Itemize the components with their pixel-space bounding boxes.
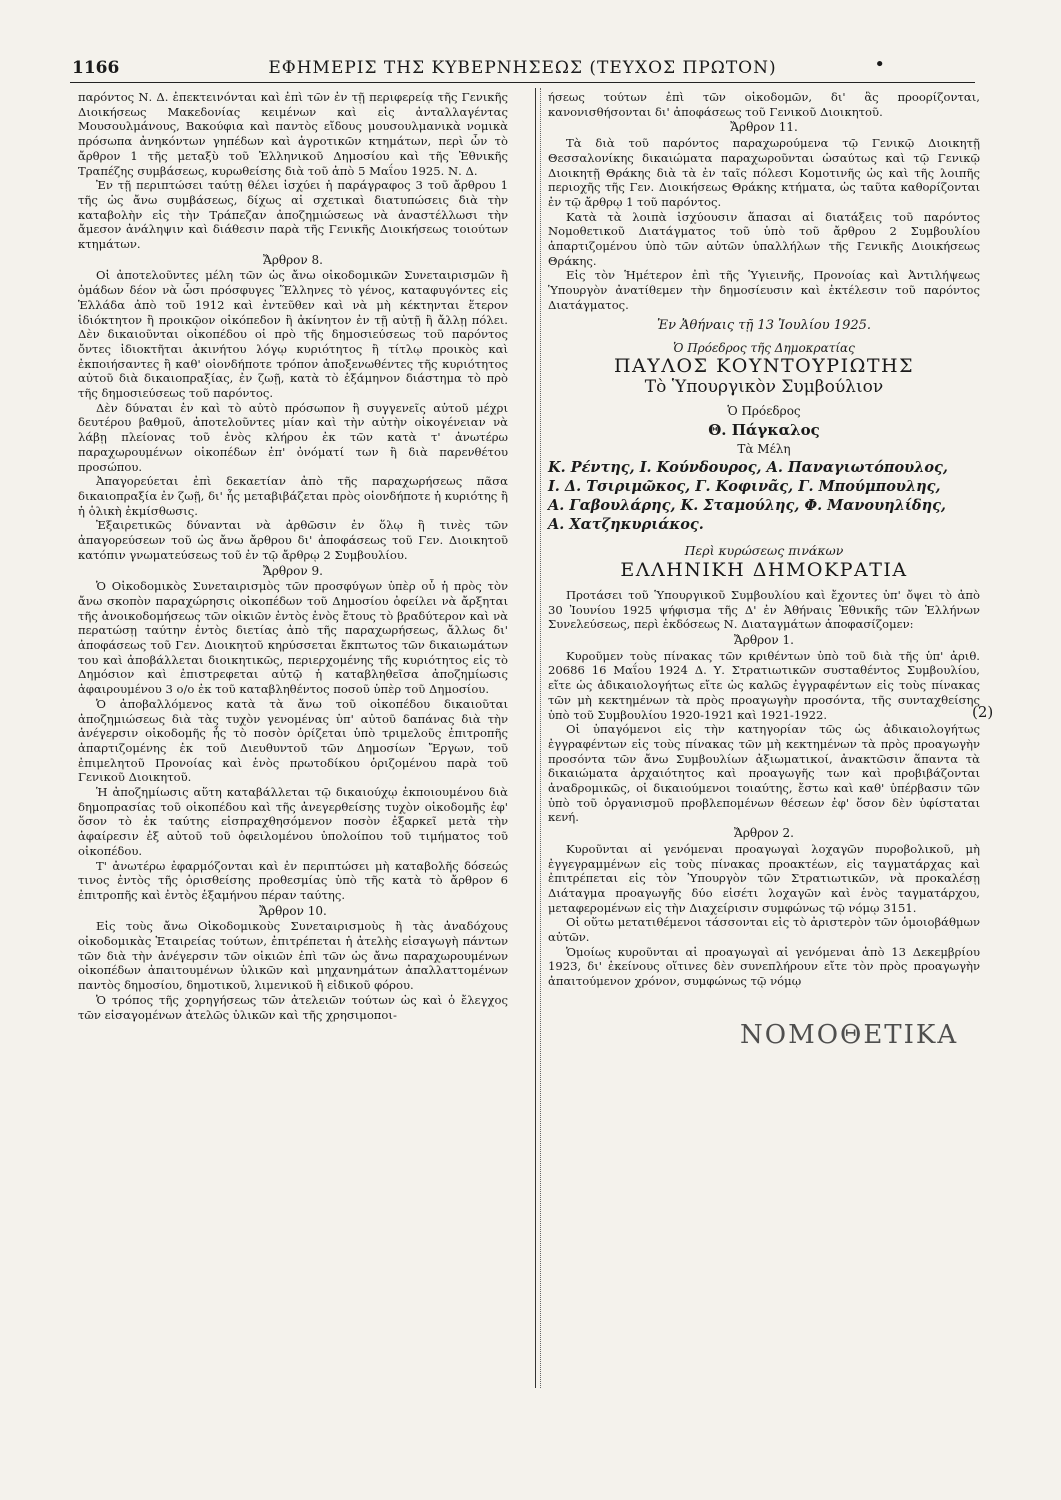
article-heading: Ἄρθρον 9.: [263, 563, 323, 578]
article-heading: Ἄρθρον 10.: [259, 903, 327, 918]
paragraph: Ἐν τῇ περιπτώσει ταύτῃ θέλει ἰσχύει ἡ παράγραφος 3 τοῦ ἄρθρου 1 τῆς ὡς ἄνω συμβάσεως, δίχως αἱ σχετικαὶ διατυπώσεις διὰ τὴν καταβολὴν εἰς τὴν Τράπεζαν ἀποζημιώσεως νὰ ἀναστέλλωσι τὴν ἄμεσον ἀνάληψιν καὶ διάθεσιν παρὰ τῆς Γενικῆς Διοικήσεως τοιούτων κτημάτων.: [78, 178, 508, 252]
ministers-line: Ι. Δ. Τσιριμῶκος, Γ. Κοφινᾶς, Γ. Μπούμπουλης,: [548, 478, 941, 496]
paragraph: Οἱ ὑπαγόμενοι εἰς τὴν κατηγορίαν τῶς ὡς ἀδικαιολογήτως ἐγγραφέντων εἰς τοὺς πίνακας τῶν μὴ κεκτημένων τὰ πρὸς προαγωγὴν προσόντα τῶν ἄνω Συμβουλίων ἀξιωματικοί, ἀνακτῶσιν ἅπαντα τὰ δικαιώματα ἀρχαιότητος καὶ προαγωγῆς των καὶ προβιβάζονται ἀναδρομικῶς, οἱ δικαιούμενοι τοιαύτης, ἔστω καὶ καθ' ὑπέρβασιν τῶν ὑπὸ τοῦ ὀργανισμοῦ προβλεπομένων θέσεων ἐφ' ὅσον δὲν ὑφίσταται κενή.: [548, 722, 980, 825]
paragraph: Εἰς τὸν Ἡμέτερον ἐπὶ τῆς Ὑγιεινῆς, Προνοίας καὶ Ἀντιλήψεως Ὑπουργὸν ἀνατίθεμεν τὴν δημοσίευσιν καὶ ἐκτέλεσιν τοῦ παρόντος Διατάγματος.: [548, 268, 980, 312]
paragraph: Κυροῦνται αἱ γενόμεναι προαγωγαὶ λοχαγῶν πυροβολικοῦ, μὴ ἐγγεγραμμένων εἰς τοὺς πίνακας προακτέων, εἰς ταγματάρχας καὶ ἐπιτρέπεται εἰς τὸν Ὑπουργὸν τῶν Στρατιωτικῶν, νὰ προκαλέσῃ Διάταγμα προαγωγῆς δύο εἰσέτι λοχαγῶν καὶ ἑνὸς ταγματάρχου, μεταφερομένων εἰς τὴν Διαχείρισιν συμφώνως τῷ νόμῳ 3151.: [548, 841, 980, 915]
show-through-text: ΝΟΜΟΘΕΤΙΚΑ: [740, 1020, 959, 1050]
decree-subject: Περὶ κυρώσεως πινάκων: [684, 543, 844, 559]
column-divider: [535, 88, 536, 1388]
council-president-label: Ὁ Πρόεδρος: [727, 404, 801, 419]
article-heading: Ἄρθρον 8.: [263, 252, 323, 267]
gazette-title: ΕΦΗΜΕΡΙΣ ΤΗΣ ΚΥΒΕΡΝΗΣΕΩΣ (ΤΕΥΧΟΣ ΠΡΩΤΟΝ): [268, 58, 777, 78]
right-column: [548, 90, 980, 989]
column-divider-dotted: [540, 88, 541, 1388]
paragraph: Οἱ οὕτω μετατιθέμενοι τάσσονται εἰς τὸ ἀριστερὸν τῶν ὁμοιοβάθμων αὐτῶν.: [548, 915, 980, 945]
president-name: ΠΑΥΛΟΣ ΚΟΥΝΤΟΥΡΙΩΤΗΣ: [613, 354, 915, 377]
ministers-line: Κ. Ρέντης, Ι. Κούνδουρος, Α. Παναγιωτόπουλος,: [548, 459, 948, 477]
article-heading: Ἄρθρον 11.: [730, 120, 798, 135]
page-header: [70, 52, 975, 83]
paragraph: Δὲν δύναται ἐν καὶ τὸ αὐτὸ πρόσωπον ἢ συγγενεῖς αὐτοῦ μέχρι δευτέρου βαθμοῦ, ἀποτελοῦντες μίαν καὶ τὴν αὐτὴν οἰκογένειαν νὰ λάβῃ πλείονας τοῦ ἑνὸς κλήρου ἐκ τῶν κατὰ τ' ἀνωτέρω παραχωρουμένων οἰκοπέδων ἐπ' ὀνόματί των ἢ διὰ παρενθέτου προσώπου.: [78, 400, 508, 474]
paragraph: Ὁ Οἰκοδομικὸς Συνεταιρισμὸς τῶν προσφύγων ὑπὲρ οὗ ἡ πρὸς τὸν ἄνω σκοπὸν παραχώρησις οἰκοπέδων τοῦ Δημοσίου ὀφείλει νὰ ἄρξηται τῆς ἀνοικοδομήσεως τῶν οἰκιῶν ἐντὸς ἑνὸς ἔτους τὸ βραδύτερον καὶ νὰ περατώσῃ ταύτην ἐντὸς διετίας ἀπὸ τῆς παραχωρήσεως, ἄλλως δι' ἀποφάσεως τοῦ Γεν. Διοικητοῦ κηρύσσεται ἔκπτωτος τῶν δικαιωμάτων του καὶ ἀποβάλλεται διοικητικῶς, περιερχομένης τῆς κυριότητος εἰς τὸ Δημόσιον καὶ ἐπιστρεφεται αὐτῷ ἡ καταβληθεῖσα ἀποζημίωσις ἀφαιρουμένου 3 ο/ο ἐκ τοῦ καταβληθέντος ποσοῦ ὑπὲρ τοῦ Δημοσίου.: [78, 579, 508, 697]
paragraph: Προτάσει τοῦ Ὑπουργικοῦ Συμβουλίου καὶ ἔχοντες ὑπ' ὄψει τὸ ἀπὸ 30 Ἰουνίου 1925 ψήφισμα τῆς Δ' ἐν Ἀθήναις Ἐθνικῆς τῶν Ἑλλήνων Συνελεύσεως, περὶ ἐκδόσεως Ν. Διαταγμάτων ἀποφασίζομεν:: [548, 587, 980, 632]
members-label: Τὰ Μέλη: [737, 441, 791, 456]
paragraph: Ὁ τρόπος τῆς χορηγήσεως τῶν ἀτελειῶν τούτων ὡς καὶ ὁ ἔλεγχος τῶν εἰσαγομένων ἀτελῶς ὑλικῶν καὶ τῆς χρησιμοποι-: [78, 992, 508, 1022]
ministers-line: Α. Χατζηκυριάκος.: [548, 516, 704, 534]
header-dot: •: [874, 54, 885, 75]
paragraph: Κυροῦμεν τοὺς πίνακας τῶν κριθέντων ὑπὸ τοῦ διὰ τῆς ὑπ' ἀριθ. 20686 16 Μαΐου 1924 Δ. Υ. Στρατιωτικῶν συσταθέντος Συμβουλίου, εἴτε ὡς ἀδικαιολογήτως εἴτε ὡς καλῶς ἐγγραφέντων εἰς τοὺς πίνακας τῶν μὴ κεκτημένων τὰ πρὸς προαγωγὴν προσόντα, τῆς συνταχθείσης ὑπὸ τοῦ Συμβουλίου 1920-1921 καὶ 1921-1922.: [548, 648, 980, 722]
decree-date: Ἐν Ἀθήναις τῇ 13 Ἰουλίου 1925.: [656, 317, 872, 333]
republic-heading: ΕΛΛΗΝΙΚΗ ΔΗΜΟΚΡΑΤΙΑ: [620, 559, 908, 582]
ministers-line: Α. Γαβουλάρης, Κ. Σταμούλης, Φ. Μανουηλίδης,: [548, 497, 946, 515]
article-heading: Ἄρθρον 1.: [734, 632, 794, 647]
council-heading: Τὸ Ὑπουργικὸν Συμβούλιον: [644, 376, 884, 397]
article-heading: Ἄρθρον 2.: [734, 826, 794, 841]
paragraph: Τ' ἀνωτέρω ἐφαρμόζονται καὶ ἐν περιπτώσει μὴ καταβολῆς δόσεώς τινος ἐντὸς τῆς ὁρισθείσης προθεσμίας ὑπὸ τῆς κατὰ τὸ ἄρθρον 6 ἐπιτροπῆς καὶ ἐντὸς ἑξαμήνου πέραν ταύτης.: [78, 858, 508, 902]
paragraph: Ἡ ἀποζημίωσις αὕτη καταβάλλεται τῷ δικαιούχῳ ἐκποιουμένου διὰ δημοπρασίας τοῦ οἰκοπέδου καὶ τῆς ἀνεγερθείσης τυχὸν οἰκοδομῆς ἐφ' ὅσον τὸ ἐκ ταύτης εἰσπραχθησόμενον ποσὸν ἐξαρκεῖ μετὰ τὴν ἀφαίρεσιν ἐξ αὐτοῦ τοῦ ὀφειλομένου ὑπολοίπου τοῦ τιμήματος τοῦ οἰκοπέδου.: [78, 785, 508, 858]
paragraph: Τὰ διὰ τοῦ παρόντος παραχωρούμενα τῷ Γενικῷ Διοικητῇ Θεσσαλονίκης δικαιώματα παραχωροῦνται ὡσαύτως καὶ τῷ Γενικῷ Διοικητῇ Θράκης διὰ τὰ ἐν ταῖς πόλεσι Κομοτινῆς ὡς καὶ τῆς λοιπῆς περιοχῆς τῆς Γεν. Διοικήσεως Θράκης κτήματα, ὡς ταῦτα καθορίζονται ἐν τῷ ἄρθρῳ 1 τοῦ παρόντος.: [548, 136, 980, 209]
paragraph: Κατὰ τὰ λοιπὰ ἰσχύουσιν ἅπασαι αἱ διατάξεις τοῦ παρόντος Νομοθετικοῦ Διατάγματος τοῦ ὑπὸ τοῦ ἄρθρου 2 Συμβουλίου ἀπαρτιζομένου ὑπὸ τῶν αὐτῶν ὑπαλλήλων τῆς Γενικῆς Διοικήσεως Θράκης.: [548, 209, 980, 268]
paragraph: Ἐξαιρετικῶς δύνανται νὰ ἀρθῶσιν ἐν ὅλῳ ἢ τινὲς τῶν ἀπαγορεύσεων τοῦ ὡς ἄνω ἄρθρου δι' ἀποφάσεως τοῦ Γεν. Διοικητοῦ κατόπιν γνωματεύσεως τοῦ ἐν τῷ ἄρθρῳ 2 Συμβουλίου.: [78, 518, 508, 562]
paragraph: Εἰς τοὺς ἄνω Οἰκοδομικοὺς Συνεταιρισμοὺς ἢ τὰς ἀναδόχους οἰκοδομικὰς Ἑταιρείας τούτων, ἐπιτρέπεται ἡ ἀτελὴς εἰσαγωγὴ πάντων τῶν διὰ τὴν ἀνέγερσιν τῶν οἰκιῶν ἐπὶ τῶν ὡς ἄνω παραχωρουμένων οἰκοπέδων ἀπαιτουμένων ὑλικῶν καὶ μηχανημάτων ἀπαλλαττομένων παντὸς δημοσίου, δημοτικοῦ, λιμενικοῦ ἢ εἰδικοῦ φόρου.: [78, 919, 508, 993]
paragraph: Οἱ ἀποτελοῦντες μέλη τῶν ὡς ἄνω οἰκοδομικῶν Συνεταιρισμῶν ἢ ὁμάδων δέον νὰ ὦσι πρόσφυγες Ἕλληνες τὸ γένος, καταφυγόντες εἰς Ἑλλάδα ἀπὸ τοῦ 1912 καὶ ἐντεῦθεν καὶ νὰ μὴ κέκτηνται ἕτερον ἰδιόκτητον ἢ προικῷον οἰκόπεδον ἢ ἀκίνητον ἐν τῇ αὐτῇ ἢ ἄλλῃ πόλει. Δὲν δικαιοῦνται οἰκοπέδου οἱ πρὸ τῆς δημοσιεύσεως τοῦ παρόντος ὄντες ἰδιοκτῆται ἀκινήτου λόγῳ κυριότητος ἢ τίτλῳ προικὸς καὶ ἐκποιήσαντες ἢ καθ' οἱονδήποτε τρόπον ἀποξενωθέντες τῆς κυριότητος αὐτοῦ διὰ δικαιοπραξίας, ἐν ζωῇ, κατὰ τὸ ἑξάμηνον διάστημα τὸ πρὸ τῆς δημοσιεύσεως τοῦ παρόντος.: [78, 268, 508, 401]
paragraph: ήσεως τούτων ἐπὶ τῶν οἰκοδομῶν, δι' ἃς προορίζονται, κανονισθήσονται δι' ἀποφάσεως τοῦ Γενικοῦ Διοικητοῦ.: [548, 90, 980, 119]
page-number: 1166: [72, 58, 120, 78]
paragraph: Ὁμοίως κυροῦνται αἱ προαγωγαὶ αἱ γενόμεναι ἀπὸ 13 Δεκεμβρίου 1923, δι' ἐκείνους οἵτινες δὲν συνεπλήρουν εἴτε τὸν πρὸς προαγωγὴν ἀπαιτούμενον χρόνον, συμφώνως τῷ νόμῳ: [548, 944, 980, 989]
president-label: Ὁ Πρόεδρος τῆς Δημοκρατίας: [673, 341, 855, 356]
footnote-mark: (2): [972, 703, 994, 721]
paragraph: Ὁ ἀποβαλλόμενος κατὰ τὰ ἄνω τοῦ οἰκοπέδου δικαιοῦται ἀποζημιώσεως διὰ τὰς τυχὸν γενομένας ὑπ' αὐτοῦ δαπάνας διὰ τὴν ἀνέγερσιν οἰκοδομῆς ἧς τὸ ποσὸν ὁρίζεται ὑπὸ τριμελοῦς ἐπιτροπῆς ἀπαρτιζομένης ἐκ τοῦ Διευθυντοῦ τῶν Δημοσίων Ἔργων, τοῦ ἐπιμελητοῦ Προνοίας καὶ ἑνὸς πρωτοδίκου ὁριζομένου παρὰ τοῦ Γενικοῦ Διοικητοῦ.: [78, 696, 508, 785]
paragraph: Ἀπαγορεύεται ἐπὶ δεκαετίαν ἀπὸ τῆς παραχωρήσεως πᾶσα δικαιοπραξία ἐν ζωῇ, δι' ἧς μεταβιβάζεται πρὸς οἱονδήποτε ἡ κυριότης ἢ ἡ ὁλικὴ ἐκμίσθωσις.: [78, 474, 508, 518]
ministers-list: [548, 458, 980, 534]
paragraph: παρόντος Ν. Δ. ἐπεκτεινόνται καὶ ἐπὶ τῶν ἐν τῇ περιφερείᾳ τῆς Γενικῆς Διοικήσεως Μακεδονίας κειμένων καὶ εἰς ἀνταλλαγέντας Μουσουλμάνους, Βακούφια καὶ παντὸς εἴδους μουσουλμανικὰ νομικὰ πρόσωπα ἀνηκόντων γηπέδων καὶ ἀγροτικῶν κτημάτων, περὶ ὧν τὸ ἄρθρον 1 τῆς μεταξὺ τοῦ Ἑλληνικοῦ Δημοσίου καὶ τῆς Ἐθνικῆς Τραπέζης συμβάσεως, κυρωθείσης διὰ τοῦ ἀπὸ 5 Μαΐου 1925. Ν. Δ.: [78, 90, 508, 178]
council-president-name: Θ. Πάγκαλος: [708, 421, 820, 440]
left-column: [78, 90, 508, 1022]
